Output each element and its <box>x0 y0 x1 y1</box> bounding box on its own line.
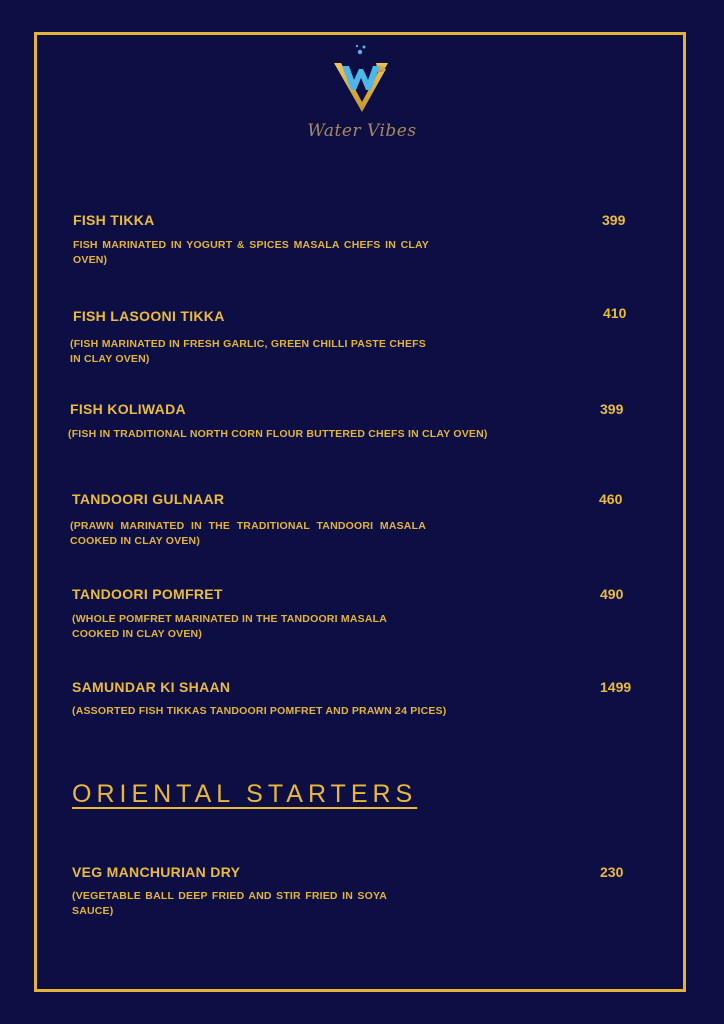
menu-item-price: 490 <box>600 586 624 602</box>
section-heading: ORIENTAL STARTERS <box>72 780 418 808</box>
gold-border-frame <box>34 32 686 992</box>
menu-item-price: 230 <box>600 864 624 880</box>
menu-item-description: (WHOLE POMFRET MARINATED IN THE TANDOORI MASALA COOKED IN CLAY OVEN) <box>72 613 387 640</box>
menu-item-name: TANDOORI POMFRET <box>72 586 223 602</box>
menu-item-name: FISH TIKKA <box>73 212 155 228</box>
menu-item-description: (VEGETABLE BALL DEEP FRIED AND STIR FRIED IN SOYA SAUCE) <box>72 890 387 917</box>
menu-item-name: VEG MANCHURIAN DRY <box>72 864 241 880</box>
menu-item-price: 399 <box>600 401 624 417</box>
menu-item-name: FISH LASOONI TIKKA <box>73 308 225 324</box>
menu-item-description: (FISH MARINATED IN FRESH GARLIC, GREEN CHILLI PASTE CHEFS IN CLAY OVEN) <box>70 338 426 365</box>
menu-item-price: 1499 <box>600 679 632 695</box>
menu-item-price: 399 <box>602 212 626 228</box>
menu-item-name: FISH KOLIWADA <box>70 401 186 417</box>
menu-item-description: (FISH IN TRADITIONAL NORTH CORN FLOUR BUTTERED CHEFS IN CLAY OVEN) <box>68 428 488 440</box>
menu-item-description: (ASSORTED FISH TIKKAS TANDOORI POMFRET AND PRAWN 24 PICES) <box>72 705 447 717</box>
menu-item-price: 410 <box>603 305 627 321</box>
menu-item-name: TANDOORI GULNAAR <box>72 491 225 507</box>
menu-item-price: 460 <box>599 491 623 507</box>
menu-item-description: (PRAWN MARINATED IN THE TRADITIONAL TANDOORI MASALA COOKED IN CLAY OVEN) <box>70 520 426 547</box>
menu-item-name: SAMUNDAR KI SHAAN <box>72 679 231 695</box>
brand-name: Water Vibes <box>307 121 417 141</box>
wv-monogram-icon <box>322 42 398 116</box>
menu-item-description: FISH MARINATED IN YOGURT & SPICES MASALA CHEFS IN CLAY OVEN) <box>73 239 429 266</box>
